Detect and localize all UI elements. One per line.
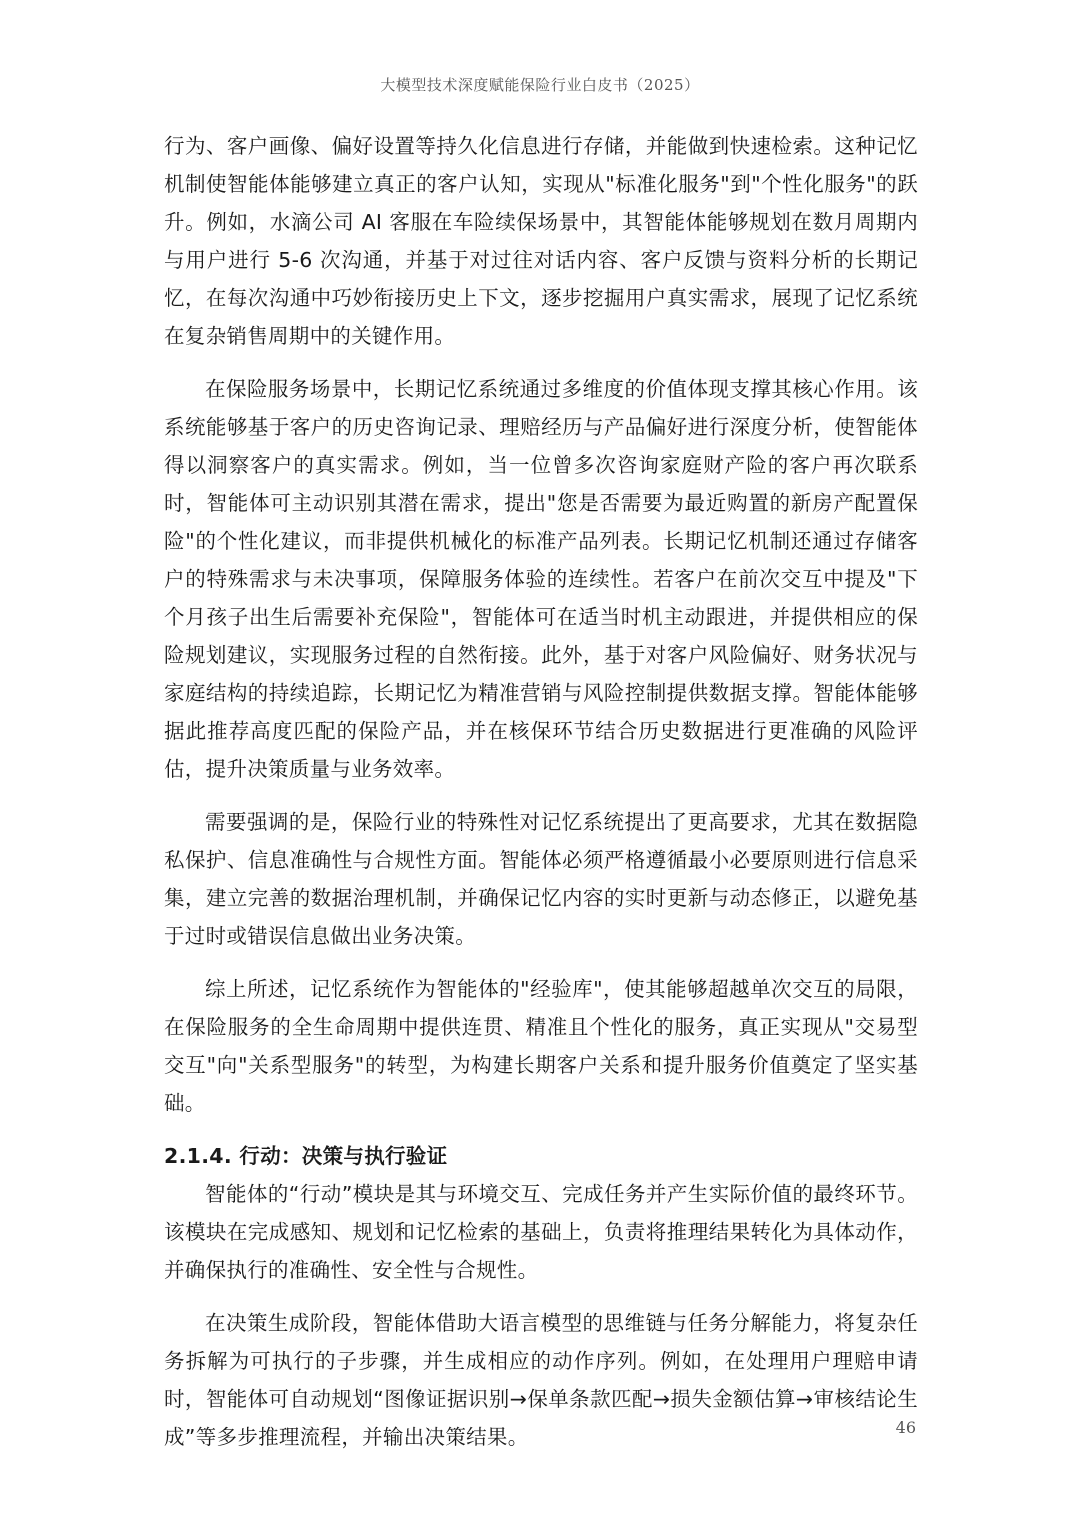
- paragraph-long-term-memory: 在保险服务场景中，长期记忆系统通过多维度的价值体现支撑其核心作用。该系统能够基于客户的历史咨询记录、理赔经历与产品偏好进行深度分析，使智能体得以洞察客户的真实需求。例如，当一位曾多次咨询家庭财产险的客户再次联系时，智能体可主动识别其潜在需求，提出"您是否需要为最近购置的新房产配置保险"的个性化建议，而非提供机械化的标准产品列表。长期记忆机制还通过存储客户的特殊需求与未决事项，保障服务体验的连续性。若客户在前次交互中提及"下个月孩子出生后需要补充保险"，智能体可在适当时机主动跟进，并提供相应的保险规划建议，实现服务过程的自然衔接。此外，基于对客户风险偏好、财务状况与家庭结构的持续追踪，长期记忆为精准营销与风险控制提供数据支撑。智能体能够据此推荐高度匹配的保险产品，并在核保环节结合历史数据进行更准确的风险评估，提升决策质量与业务效率。: [164, 377, 918, 781]
- page-number: 46: [895, 1418, 916, 1437]
- paragraph-privacy-requirements: 需要强调的是，保险行业的特殊性对记忆系统提出了更高要求，尤其在数据隐私保护、信息准确性与合规性方面。智能体必须严格遵循最小必要原则进行信息采集，建立完善的数据治理机制，并确保记忆内容的实时更新与动态修正，以避免基于过时或错误信息做出业务决策。: [164, 810, 918, 948]
- running-header: 大模型技术深度赋能保险行业白皮书（2025）: [380, 76, 700, 94]
- paragraph-summary: 综上所述，记忆系统作为智能体的"经验库"，使其能够超越单次交互的局限，在保险服务的全生命周期中提供连贯、精准且个性化的服务，真正实现从"交易型交互"向"关系型服务"的转型，为构建长期客户关系和提升服务价值奠定了坚实基础。: [164, 977, 918, 1115]
- section-heading: 2.1.4. 行动：决策与执行验证: [164, 1144, 448, 1168]
- paragraph-continuation: 行为、客户画像、偏好设置等持久化信息进行存储，并能做到快速检索。这种记忆机制使智能体能够建立真正的客户认知，实现从"标准化服务"到"个性化服务"的跃升。例如，水滴公司 AI 客服在车险续保场景中，其智能体能够规划在数月周期内与用户进行 5-6 次沟通，并基于对过往对话内容、客户反馈与资料分析的长期记忆，在每次沟通中巧妙衔接历史上下文，逐步挖掘用户真实需求，展现了记忆系统在复杂销售周期中的关键作用。: [164, 134, 918, 348]
- paragraph-action-module: 智能体的“行动”模块是其与环境交互、完成任务并产生实际价值的最终环节。该模块在完成感知、规划和记忆检索的基础上，负责将推理结果转化为具体动作，并确保执行的准确性、安全性与合规性。: [164, 1182, 918, 1282]
- document-body: [164, 127, 918, 1456]
- paragraph-decision-generation: 在决策生成阶段，智能体借助大语言模型的思维链与任务分解能力，将复杂任务拆解为可执行的子步骤，并生成相应的动作序列。例如，在处理用户理赔申请时，智能体可自动规划“图像证据识别→保单条款匹配→损失金额估算→审核结论生成”等多步推理流程，并输出决策结果。: [164, 1311, 918, 1449]
